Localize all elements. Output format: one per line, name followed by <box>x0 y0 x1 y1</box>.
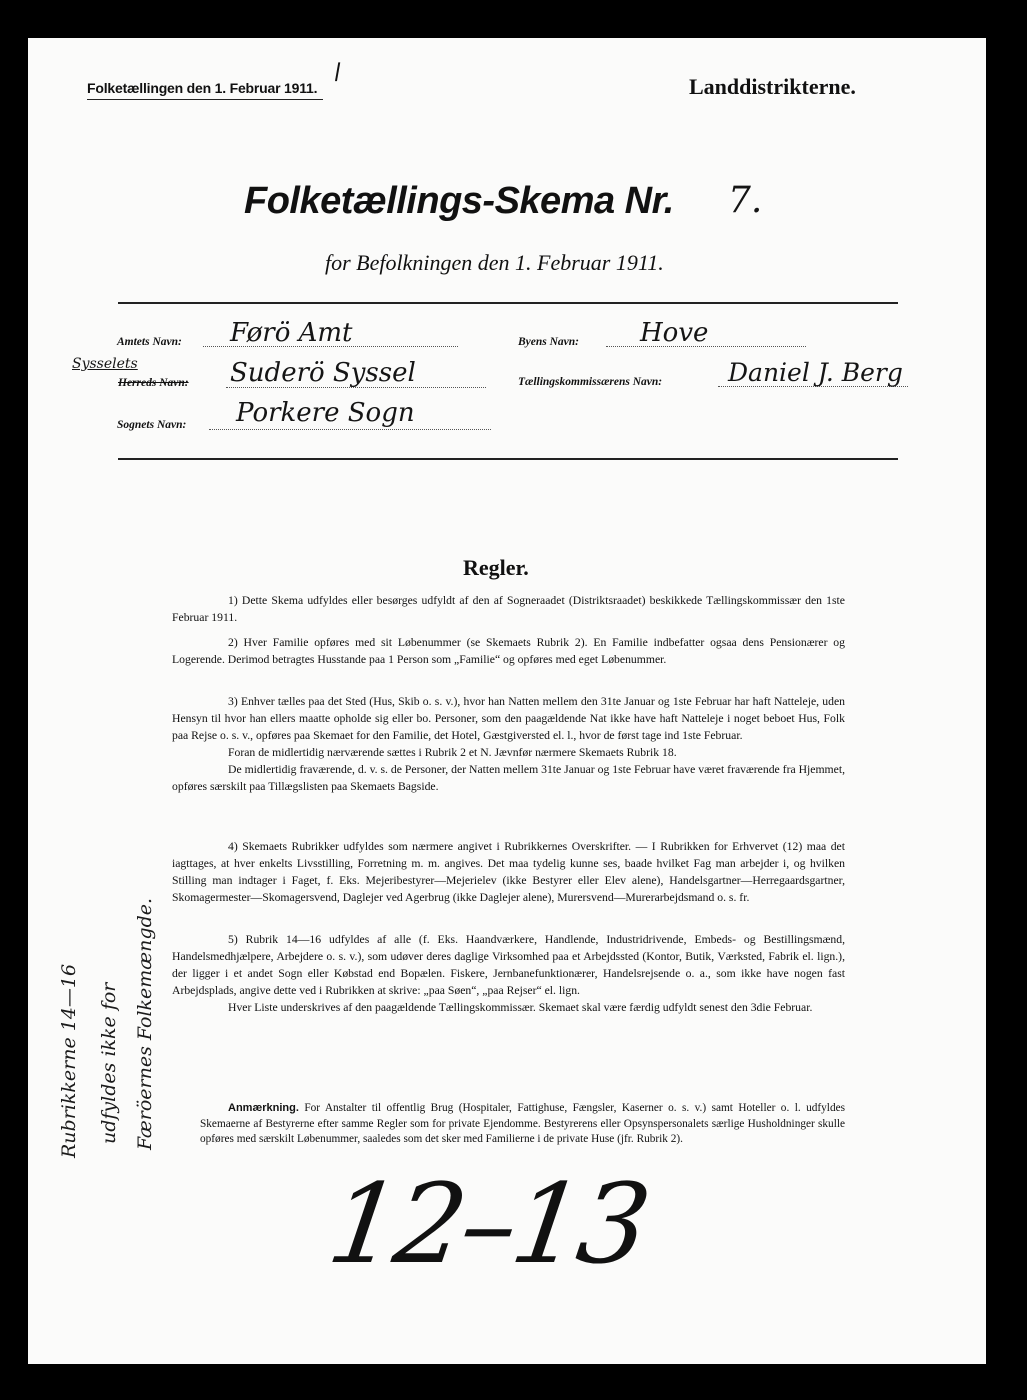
header-underline <box>87 99 323 100</box>
rule-3-text: 3) Enhver tælles paa det Sted (Hus, Skib o. s. v.), hvor han Natten mellem den 31te Januar og 1ste Februar har haft Natteleje, uden Hensyn til hvor han ellers maatte opholde sig eller bo. Personer, som den paagældende Nat ikke have haft Natteleje i noget beboet Hus, Folk paa Rejse o. s. v., opføres paa Skemaet for den Familie, det Hotel, Gæstgiversted el. l., hvor de først tage ind 1ste Februar. <box>172 695 845 742</box>
margin-note-line2: udfyldes ikke for <box>98 982 120 1144</box>
divider-top <box>118 302 898 304</box>
sogn-label: Sognets Navn: <box>117 419 187 431</box>
district-type-header: Landdistrikterne. <box>689 74 856 99</box>
rule-5 <box>172 931 845 1016</box>
form-subtitle: for Befolkningen den 1. Februar 1911. <box>325 250 664 275</box>
sogn-value: Porkere Sogn <box>236 398 415 428</box>
rule-3b-text: Foran de midlertidig nærværende sættes i Rubrik 2 et N. Jævnfør nærmere Skemaets Rubrik 18. <box>228 746 677 759</box>
rule-5-text: 5) Rubrik 14—16 udfyldes af alle (f. Eks. Haandværkere, Handlende, Industridrivende, Embeds- og Bestillingsmænd, Handelsmedhjælpere, Arbejdere o. s. v.), som udøver deres daglige Virksomhed paa et Arbejdssted (Kontor, Butik, Værksted, Fabrik el. lign.), der ligger i et andet Sogn eller Købstad end Bopælen. Fiskere, Jernbanefunktionærer, Handelsrejsende o. a., som ikke have nogen fast Arbejdsplads, angive dette ved i Rubrikken at skrive: „paa Søen“, „paa Rejser“ el. lign. <box>172 933 845 997</box>
amt-label: Amtets Navn: <box>117 336 182 348</box>
rule-4 <box>172 838 845 906</box>
by-label: Byens Navn: <box>518 336 580 348</box>
rule-3c-text: De midlertidig fraværende, d. v. s. de Personer, der Natten mellem 31te Januar og 1ste Februar have været fraværende fra Hjemmet, opføres særskilt paa Tillægslisten paa Skemaets Bagside. <box>172 763 845 793</box>
census-date-text: Folketællingen den 1. Februar 1911. <box>87 80 318 96</box>
kommissaer-label: Tællingskommissærens Navn: <box>518 376 663 388</box>
rules-heading: Regler. <box>463 555 529 580</box>
margin-note-line1: Rubrikkerne 14—16 <box>58 963 80 1158</box>
herred-label: Herreds Navn: <box>118 377 189 389</box>
note-text: For Anstalter til offentlig Brug (Hospitaler, Fattighuse, Fængsler, Kaserner o. s. v.) samt Hoteller o. l. udfyldes Skemaerne af Bestyrerne efter samme Regler som for private Ejendomme. Bestyrerens eller Opsynspersonalets særlige Husholdninger skulle opføres med særskilt Løbenummer, saaledes som det sker med Familierne i de private Huse (jfr. Rubrik 2). <box>200 1102 845 1145</box>
kommissaer-value: Daniel J. Berg <box>728 358 903 387</box>
rule-5b-text: Hver Liste underskrives af den paagældende Tællingskommissær. Skemaet skal være færdig udfyldt senest den 3die Februar. <box>228 1001 813 1014</box>
rule-2 <box>172 634 845 668</box>
form-number: 7. <box>728 180 763 221</box>
note-label: Anmærkning. <box>228 1102 299 1114</box>
form-title: Folketællings-Skema Nr. <box>244 180 674 222</box>
rule-1-text: 1) Dette Skema udfyldes eller besørges udfyldt af den af Sogneraadet (Distriktsraadet) beskikkede Tællingskommissær den 1ste Februar 1911. <box>172 594 845 624</box>
rule-4-text: 4) Skemaets Rubrikker udfyldes som nærmere angivet i Rubrikkernes Overskrifter. — I Rubrikken for Erhvervet (12) maa det iagttages, at hver enkelts Livsstilling, Forretning m. m. angives. Det maa tydelig kunne ses, baade hvilket Fag man arbejder i, og hvilken Stilling man indtager i Faget, f. Eks. Mejeribestyrer—Mejerielev (ikke Bestyrer eller Elev alene), Handelsgartner—Herregaardsgartner, Skomagermester—Skomagersvend, Daglejer ved Agerbrug (ikke Daglejer alene), Murersvend—Murerarbejdsmand o. s. fr. <box>172 840 845 904</box>
note <box>200 1101 845 1148</box>
rule-3 <box>172 693 845 795</box>
handwritten-checkmark: ǀ <box>332 58 343 82</box>
census-date-header <box>87 58 343 96</box>
herred-correction: Sysselets <box>72 356 138 372</box>
rule-2-text: 2) Hver Familie opføres med sit Løbenummer (se Skemaets Rubrik 2). En Familie indbefatter ogsaa dens Pensionærer og Logerende. Derimod betragtes Husstande paa 1 Person som „Familie“ og opføres med eget Løbenummer. <box>172 636 845 666</box>
margin-note-line3: Færöernes Folkemængde. <box>134 897 156 1150</box>
handwritten-page-range: 12–13 <box>321 1160 654 1288</box>
herred-value: Suderö Syssel <box>230 358 416 388</box>
rule-1 <box>172 592 845 626</box>
divider-bottom <box>118 458 898 460</box>
by-value: Hove <box>640 318 709 348</box>
sogn-dots <box>209 429 491 430</box>
amt-value: Førö Amt <box>230 318 353 348</box>
